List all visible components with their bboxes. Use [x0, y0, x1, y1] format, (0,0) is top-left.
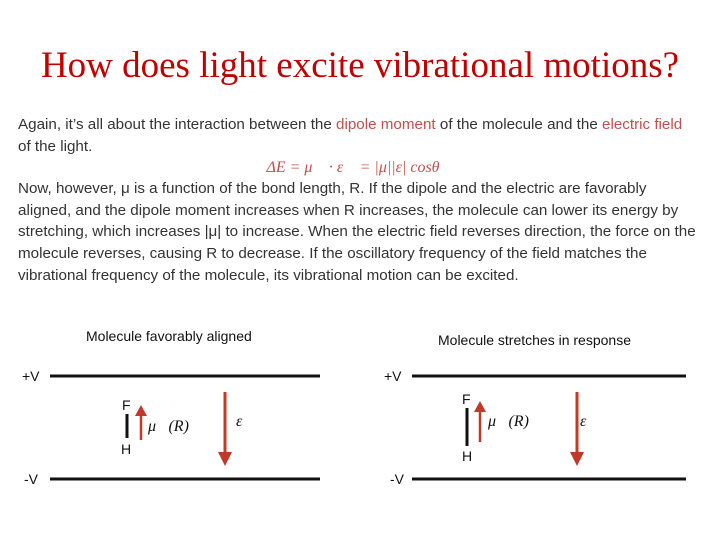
right-plus-v-label: +V	[384, 368, 402, 384]
left-hydrogen-label: H	[121, 441, 132, 457]
mu-abs-term: |μ|	[204, 223, 222, 241]
right-hydrogen-label: H	[462, 448, 473, 464]
right-fluorine-label: F	[462, 391, 471, 407]
energy-equation: ΔE = μ⃗ · ε⃗ = |μ||ε| cosθ	[266, 159, 440, 177]
left-plus-v-label: +V	[22, 368, 40, 384]
para1-text-1: Again, it’s all about the interaction between the	[18, 116, 337, 133]
left-fluorine-label: F	[122, 397, 131, 413]
paragraph-2	[18, 178, 698, 286]
left-field-label: ε⃗	[236, 413, 255, 430]
right-caption: Molecule stretches in response	[438, 332, 631, 348]
left-dipole-arrowhead	[135, 405, 147, 416]
right-dipole-label: μ⃗(R)	[488, 413, 529, 430]
right-field-label: ε⃗	[580, 413, 599, 430]
para2-text-2: to increase. When the electric field reverses direction, the force on the molecule reverses, causing R to decrease. If the oscillatory frequency of the field matches the vibrational frequency of the molecule, its vibrational motion can be excited.	[18, 223, 696, 284]
para1-text-3: of the light.	[18, 137, 93, 155]
left-field-arrowhead	[218, 452, 232, 466]
paragraph-1	[18, 114, 698, 157]
slide-body	[18, 114, 698, 286]
dipole-moment-term: dipole moment	[336, 116, 436, 133]
left-dipole-label: μ⃗(R)	[148, 418, 189, 435]
right-minus-v-label: -V	[390, 471, 404, 487]
right-dipole-arrowhead	[474, 401, 486, 412]
left-minus-v-label: -V	[24, 471, 38, 487]
electric-field-term: electric field	[602, 116, 683, 133]
para1-text-2: of the molecule and the	[435, 116, 602, 133]
slide-title: How does light excite vibrational motions?	[40, 45, 680, 86]
right-field-arrowhead	[570, 452, 584, 466]
left-caption: Molecule favorably aligned	[86, 328, 252, 344]
para2-text-1: Now, however, μ is a function of the bond length, R. If the dipole and the electric are favorably aligned, and the dipole moment increases when R increases, the molecule can lower its energy by stretching, which increases	[18, 180, 679, 241]
